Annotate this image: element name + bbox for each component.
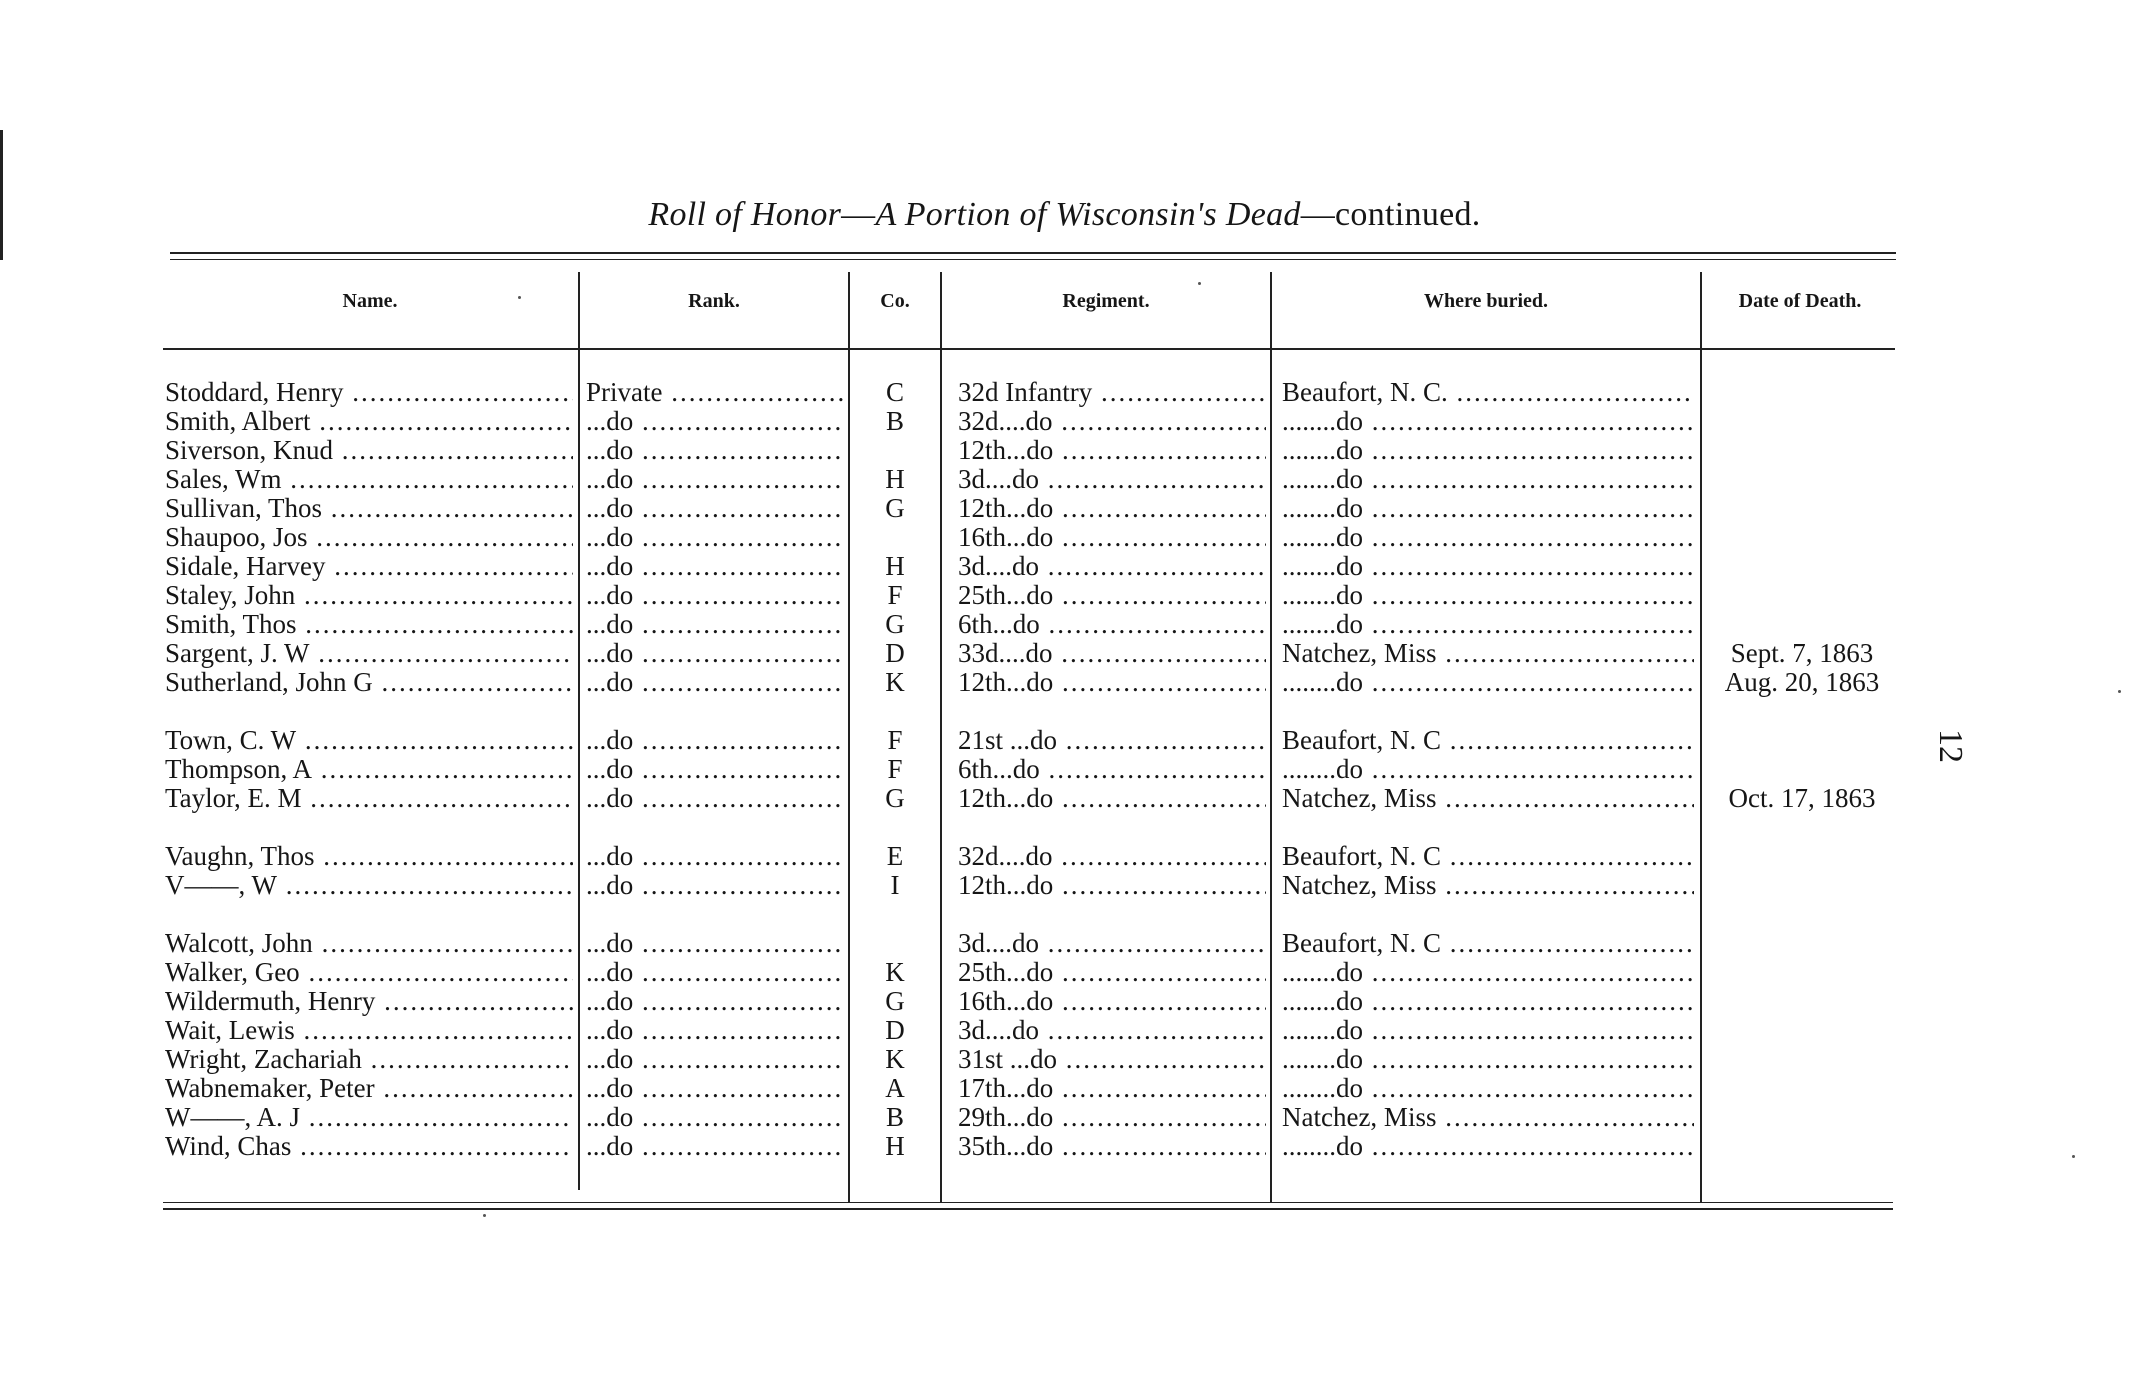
- row-company: C: [885, 378, 904, 407]
- row-rank: ...do .....: [586, 552, 844, 581]
- header-rule: [163, 348, 1895, 350]
- row-rank: ...do .....: [586, 726, 844, 755]
- header-regiment: Regiment.: [1062, 290, 1150, 312]
- row-name: Taylor, E. M .....: [165, 784, 573, 813]
- header-name: Name.: [342, 290, 398, 312]
- row-company: K: [885, 958, 905, 987]
- row-rank: ...do .....: [586, 465, 844, 494]
- table-row: [0, 987, 2129, 1016]
- row-name: Smith, Thos .....: [165, 610, 573, 639]
- header-where-buried: Where buried.: [1423, 290, 1549, 312]
- row-rank: ...do .....: [586, 1045, 844, 1074]
- table-row: [0, 436, 2129, 465]
- table-row: [0, 842, 2129, 871]
- row-name: Stoddard, Henry .....: [165, 378, 573, 407]
- row-regiment: 25th...do .....: [958, 581, 1266, 610]
- row-where-buried: ........do .....: [1282, 987, 1694, 1016]
- row-name: Town, C. W .....: [165, 726, 573, 755]
- row-regiment: 12th...do .....: [958, 784, 1266, 813]
- row-regiment: 12th...do .....: [958, 871, 1266, 900]
- print-speck: [2118, 690, 2121, 693]
- header-rank: Rank.: [688, 290, 740, 312]
- table-row: [0, 465, 2129, 494]
- row-regiment: 32d....do .....: [958, 842, 1266, 871]
- row-name: Siverson, Knud .....: [165, 436, 573, 465]
- row-where-buried: Natchez, Miss .....: [1282, 1103, 1694, 1132]
- row-date-of-death: Sept. 7, 1863: [1730, 639, 1874, 668]
- row-where-buried: ........do .....: [1282, 407, 1694, 436]
- row-company: G: [885, 784, 905, 813]
- top-rule-thin: [170, 259, 1896, 260]
- row-company: H: [885, 465, 905, 494]
- row-regiment: 3d....do .....: [958, 465, 1266, 494]
- row-where-buried: Beaufort, N. C .....: [1282, 726, 1694, 755]
- table-row: [0, 668, 2129, 697]
- row-regiment: 31st ...do .....: [958, 1045, 1266, 1074]
- row-company: F: [887, 726, 903, 755]
- row-where-buried: ........do .....: [1282, 581, 1694, 610]
- row-regiment: 25th...do .....: [958, 958, 1266, 987]
- row-regiment: 3d....do .....: [958, 552, 1266, 581]
- row-rank: ...do .....: [586, 958, 844, 987]
- row-name: Smith, Albert .....: [165, 407, 573, 436]
- row-rank: ...do .....: [586, 1016, 844, 1045]
- row-regiment: 12th...do .....: [958, 668, 1266, 697]
- table-row: [0, 639, 2129, 668]
- row-where-buried: ........do .....: [1282, 465, 1694, 494]
- table-row: [0, 784, 2129, 813]
- row-regiment: 6th...do .....: [958, 755, 1266, 784]
- table-row: [0, 1016, 2129, 1045]
- row-name: Sutherland, John G .....: [165, 668, 573, 697]
- row-company: K: [885, 1045, 905, 1074]
- print-speck: [2072, 1155, 2075, 1158]
- row-rank: ...do .....: [586, 610, 844, 639]
- row-company: E: [886, 842, 904, 871]
- row-regiment: 16th...do .....: [958, 987, 1266, 1016]
- row-company: G: [885, 987, 905, 1016]
- table-row: [0, 755, 2129, 784]
- row-rank: ...do .....: [586, 436, 844, 465]
- row-where-buried: ........do .....: [1282, 523, 1694, 552]
- table-row: [0, 523, 2129, 552]
- table-row: [0, 726, 2129, 755]
- row-rank: ...do .....: [586, 407, 844, 436]
- row-company: H: [885, 1132, 905, 1161]
- row-company: H: [885, 552, 905, 581]
- table-row: [0, 610, 2129, 639]
- row-rank: ...do .....: [586, 1103, 844, 1132]
- row-regiment: 21st ...do .....: [958, 726, 1266, 755]
- page-number: 12: [1932, 729, 1969, 763]
- row-rank: ...do .....: [586, 581, 844, 610]
- row-name: Sales, Wm .....: [165, 465, 573, 494]
- table-row: [0, 1074, 2129, 1103]
- row-name: V——, W .....: [165, 871, 573, 900]
- row-name: Wright, Zachariah .....: [165, 1045, 573, 1074]
- title-part-portion: A Portion of Wisconsin's Dead: [875, 196, 1301, 233]
- row-where-buried: ........do .....: [1282, 1016, 1694, 1045]
- row-where-buried: ........do .....: [1282, 1132, 1694, 1161]
- row-company: B: [885, 1103, 904, 1132]
- row-rank: ...do .....: [586, 1132, 844, 1161]
- row-company: K: [885, 668, 905, 697]
- row-where-buried: ........do .....: [1282, 436, 1694, 465]
- row-rank: ...do .....: [586, 929, 844, 958]
- print-speck: [483, 1214, 486, 1217]
- header-date-of-death: Date of Death.: [1738, 290, 1862, 312]
- row-regiment: 33d....do .....: [958, 639, 1266, 668]
- row-name: Sargent, J. W .....: [165, 639, 573, 668]
- table-row: [0, 552, 2129, 581]
- row-rank: ...do .....: [586, 871, 844, 900]
- row-company: G: [885, 610, 905, 639]
- row-regiment: 6th...do .....: [958, 610, 1266, 639]
- row-rank: Private .....: [586, 378, 844, 407]
- row-where-buried: ........do .....: [1282, 1074, 1694, 1103]
- row-company: F: [887, 581, 903, 610]
- row-name: Sullivan, Thos .....: [165, 494, 573, 523]
- table-row: [0, 1045, 2129, 1074]
- row-where-buried: Beaufort, N. C .....: [1282, 929, 1694, 958]
- bottom-rule-thin: [163, 1202, 1893, 1203]
- row-regiment: 3d....do .....: [958, 1016, 1266, 1045]
- table-row: [0, 871, 2129, 900]
- row-where-buried: ........do .....: [1282, 755, 1694, 784]
- row-where-buried: ........do .....: [1282, 610, 1694, 639]
- page-title: [0, 196, 2129, 234]
- row-company: D: [885, 1016, 905, 1045]
- row-where-buried: ........do .....: [1282, 552, 1694, 581]
- row-company: A: [885, 1074, 905, 1103]
- row-company: B: [885, 407, 904, 436]
- row-rank: ...do .....: [586, 494, 844, 523]
- table-row: [0, 1132, 2129, 1161]
- row-where-buried: Natchez, Miss .....: [1282, 639, 1694, 668]
- row-where-buried: Beaufort, N. C. .....: [1282, 378, 1694, 407]
- row-name: W——, A. J .....: [165, 1103, 573, 1132]
- row-company: I: [890, 871, 900, 900]
- print-speck: [518, 296, 521, 299]
- row-rank: ...do .....: [586, 755, 844, 784]
- row-company: D: [885, 639, 905, 668]
- row-name: Shaupoo, Jos .....: [165, 523, 573, 552]
- title-dash-2: —: [1300, 196, 1336, 233]
- row-name: Wait, Lewis .....: [165, 1016, 573, 1045]
- row-regiment: 12th...do .....: [958, 436, 1266, 465]
- row-where-buried: ........do .....: [1282, 958, 1694, 987]
- row-name: Walcott, John .....: [165, 929, 573, 958]
- table-row: [0, 581, 2129, 610]
- title-dash-1: —: [841, 196, 876, 233]
- row-regiment: 12th...do .....: [958, 494, 1266, 523]
- row-where-buried: Natchez, Miss .....: [1282, 871, 1694, 900]
- table-row: [0, 378, 2129, 407]
- row-regiment: 16th...do .....: [958, 523, 1266, 552]
- row-where-buried: ........do .....: [1282, 668, 1694, 697]
- table-row: [0, 929, 2129, 958]
- row-name: Vaughn, Thos .....: [165, 842, 573, 871]
- row-name: Wind, Chas .....: [165, 1132, 573, 1161]
- row-where-buried: ........do .....: [1282, 1045, 1694, 1074]
- row-name: Walker, Geo .....: [165, 958, 573, 987]
- table-row: [0, 494, 2129, 523]
- row-company: F: [887, 755, 903, 784]
- row-rank: ...do .....: [586, 1074, 844, 1103]
- row-name: Staley, John .....: [165, 581, 573, 610]
- row-rank: ...do .....: [586, 639, 844, 668]
- row-regiment: 29th...do .....: [958, 1103, 1266, 1132]
- row-regiment: 3d....do .....: [958, 929, 1266, 958]
- row-date-of-death: Aug. 20, 1863: [1724, 668, 1880, 697]
- title-part-continued: continued.: [1335, 196, 1481, 233]
- row-name: Thompson, A .....: [165, 755, 573, 784]
- page-edge-mark: [0, 130, 3, 260]
- row-rank: ...do .....: [586, 784, 844, 813]
- row-rank: ...do .....: [586, 842, 844, 871]
- print-speck: [1198, 282, 1201, 285]
- table-row: [0, 1103, 2129, 1132]
- row-name: Wildermuth, Henry .....: [165, 987, 573, 1016]
- row-regiment: 32d....do .....: [958, 407, 1266, 436]
- row-where-buried: Natchez, Miss .....: [1282, 784, 1694, 813]
- top-rule-thick: [170, 252, 1896, 254]
- table-row: [0, 407, 2129, 436]
- row-regiment: 35th...do .....: [958, 1132, 1266, 1161]
- row-where-buried: Beaufort, N. C .....: [1282, 842, 1694, 871]
- row-name: Wabnemaker, Peter .....: [165, 1074, 573, 1103]
- table-row: [0, 958, 2129, 987]
- header-company: Co.: [880, 290, 910, 312]
- bottom-rule-thick: [163, 1208, 1893, 1210]
- row-rank: ...do .....: [586, 668, 844, 697]
- row-company: G: [885, 494, 905, 523]
- row-date-of-death: Oct. 17, 1863: [1728, 784, 1876, 813]
- row-rank: ...do .....: [586, 987, 844, 1016]
- row-regiment: 32d Infantry .....: [958, 378, 1266, 407]
- row-where-buried: ........do .....: [1282, 494, 1694, 523]
- title-part-roll: Roll of Honor: [648, 196, 842, 233]
- row-rank: ...do .....: [586, 523, 844, 552]
- row-regiment: 17th...do .....: [958, 1074, 1266, 1103]
- row-name: Sidale, Harvey .....: [165, 552, 573, 581]
